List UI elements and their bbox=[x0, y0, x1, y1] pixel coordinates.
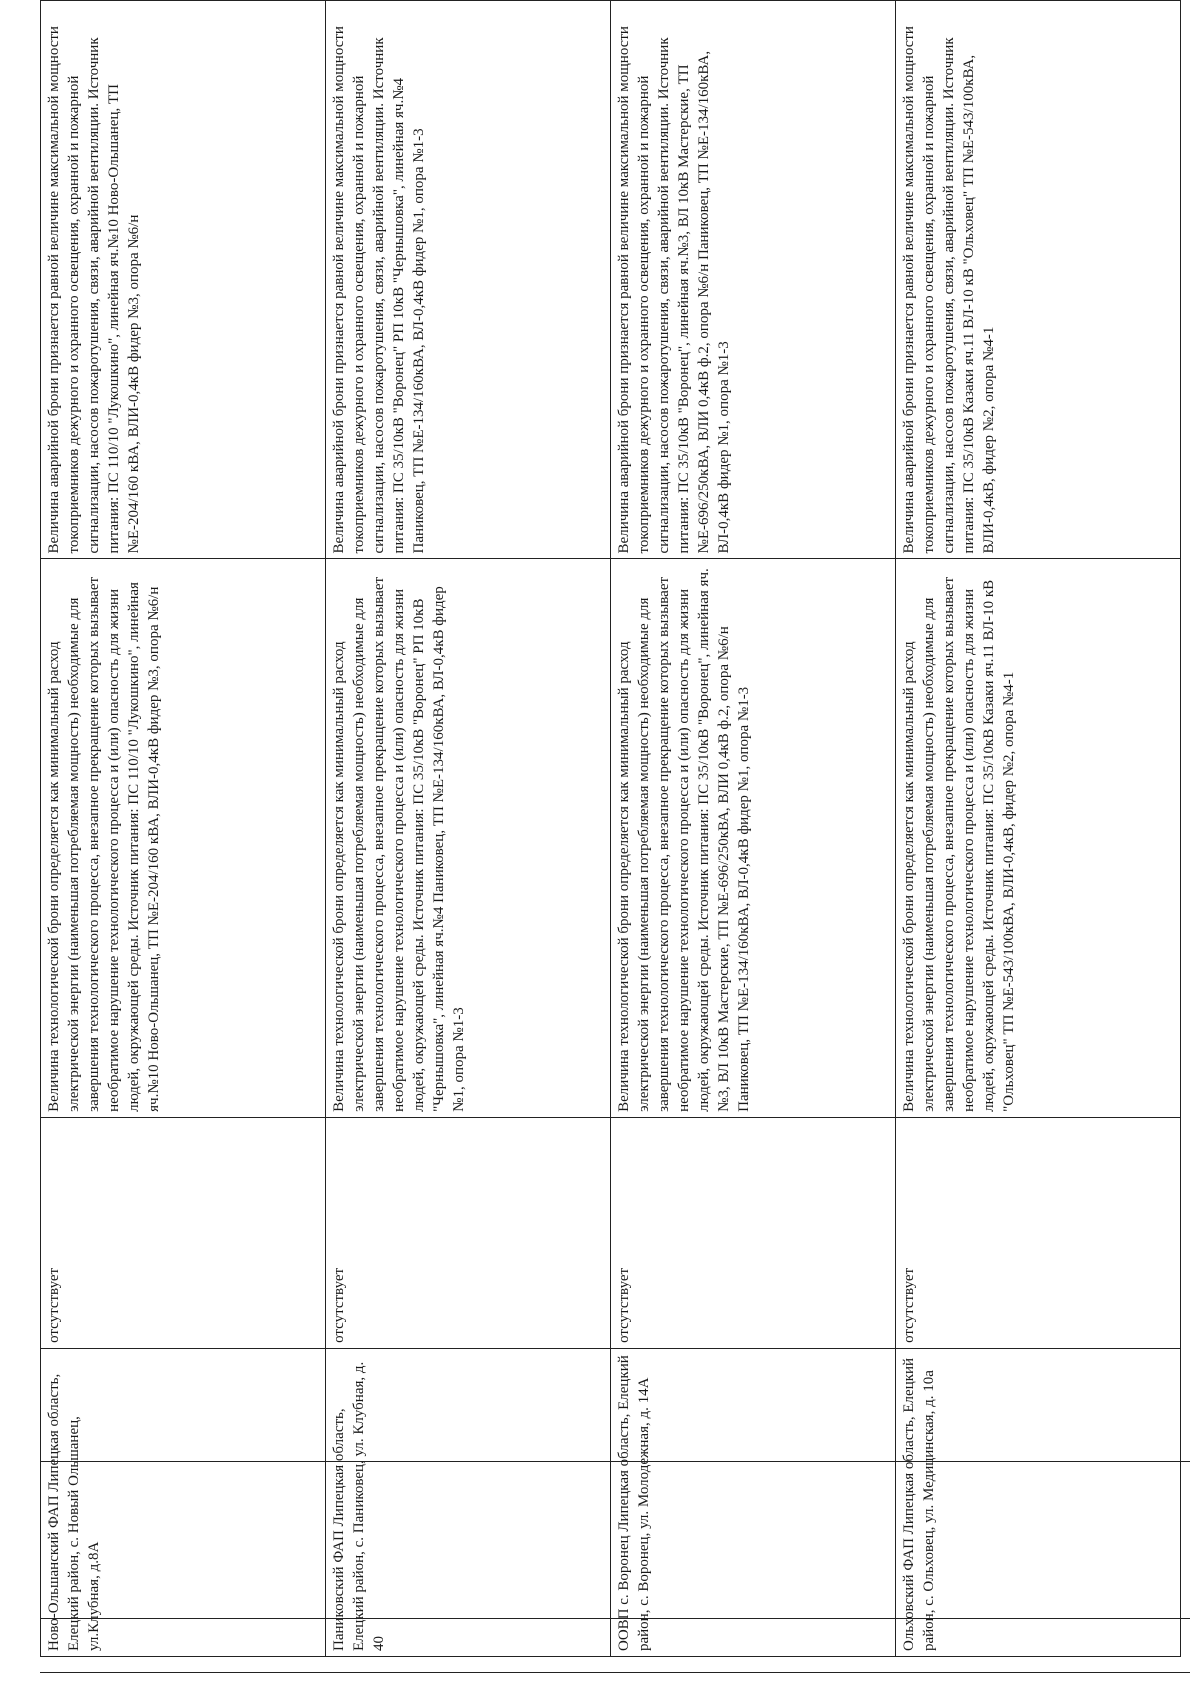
tech-reserve-cell: Величина технологической брони определяется как минимальный расход электрической энергии (наименьшая потребляемая мощность) необходимые для завершения технологического процесса, внезапное прекращение которых вызывает необратимое нарушение технологического процесса и (или) опасность для жизни людей, окружающей среды. Источник питания: ПС 35/10кВ "Воронец" РП 10кВ "Чернышовка", линейная яч.№4 Паниковец, ТП №Е-134/160кВА, ВЛ-0,4кВ фидер №1, опора №1-3 bbox=[326, 559, 611, 1117]
tech-reserve-cell: Величина технологической брони определяется как минимальный расход электрической энергии (наименьшая потребляемая мощность) необходимые для завершения технологического процесса, внезапное прекращение которых вызывает необратимое нарушение технологического процесса и (или) опасность для жизни людей, окружающей среды. Источник питания: ПС 35/10кВ Казаки яч.11 ВЛ-10 кВ "Ольховец" ТП №Е-543/100кВА, ВЛИ-0,4кВ, фидер №2, опора №4-1 bbox=[896, 559, 1181, 1117]
divider-line bbox=[40, 1618, 1190, 1619]
tech-reserve-cell: Величина технологической брони определяется как минимальный расход электрической энергии (наименьшая потребляемая мощность) необходимые для завершения технологического процесса, внезапное прекращение которых вызывает необратимое нарушение технологического процесса и (или) опасность для жизни людей, окружающей среды. Источник питания: ПС 110/10 "Лукошкино", линейная яч.№10 Ново-Ольшанец, ТП №Е-204/160 кВА, ВЛИ-0,4кВ фидер №3, опора №6/н bbox=[41, 559, 326, 1117]
table-row bbox=[41, 1, 326, 1657]
power-reserve-table bbox=[40, 0, 1181, 1657]
reserve-status-cell: отсутствует bbox=[611, 1117, 896, 1348]
table-body bbox=[41, 1, 1181, 1657]
address-cell: Ново-Ольшанский ФАП Липецкая область, Елецкий район, с. Новый Ольшанец, ул.Клубная, д.8А bbox=[41, 1348, 326, 1656]
address-cell: ООВП с. Воронец Липецкая область, Елецкий район, с. Воронец, ул. Молодежная, д. 14А bbox=[611, 1348, 896, 1656]
reserve-status-cell: отсутствует bbox=[896, 1117, 1181, 1348]
table-container bbox=[40, 0, 1182, 1657]
emergency-reserve-cell: Величина аварийной брони признается равной величине максимальной мощности токоприемников дежурного и охранного освещения, охранной и пожарной сигнализации, насосов пожаротушения, связи, аварийной вентиляции. Источник питания: ПС 35/10кВ "Воронец", линейная яч.№3, ВЛ 10кВ Мастерские, ТП №Е-696/250кВА, ВЛИ 0,4кВ ф.2, опора №6/н Паниковец, ТП №Е-134/160кВА, ВЛ-0,4кВ фидер №1, опора №1-3 bbox=[611, 1, 896, 559]
table-row bbox=[326, 1, 611, 1657]
emergency-reserve-cell: Величина аварийной брони признается равной величине максимальной мощности токоприемников дежурного и охранного освещения, охранной и пожарной сигнализации, насосов пожаротушения, связи, аварийной вентиляции. Источник питания: ПС 35/10кВ "Воронец" РП 10кВ "Чернышовка", линейная яч.№4 Паниковец, ТП №Е-134/160кВА, ВЛ-0,4кВ фидер №1, опора №1-3 bbox=[326, 1, 611, 559]
emergency-reserve-cell: Величина аварийной брони признается равной величине максимальной мощности токоприемников дежурного и охранного освещения, охранной и пожарной сигнализации, насосов пожаротушения, связи, аварийной вентиляции. Источник питания: ПС 35/10кВ Казаки яч.11 ВЛ-10 кВ "Ольховец" ТП №Е-543/100кВА, ВЛИ-0,4кВ, фидер №2, опора №4-1 bbox=[896, 1, 1181, 559]
table-row bbox=[896, 1, 1181, 1657]
reserve-status-cell: отсутствует bbox=[326, 1117, 611, 1348]
divider-line bbox=[40, 1461, 1190, 1462]
tech-reserve-cell: Величина технологической брони определяется как минимальный расход электрической энергии (наименьшая потребляемая мощность) необходимые для завершения технологического процесса, внезапное прекращение которых вызывает необратимое нарушение технологического процесса и (или) опасность для жизни людей, окружающей среды. Источник питания: ПС 35/10кВ "Воронец", линейная яч.№3, ВЛ 10кВ Мастерские, ТП №Е-696/250кВА, ВЛИ 0,4кВ ф.2, опора №6/н Паниковец, ТП №Е-134/160кВА, ВЛ-0,4кВ фидер №1, опора №1-3 bbox=[611, 559, 896, 1117]
table-row bbox=[611, 1, 896, 1657]
reserve-status-cell: отсутствует bbox=[41, 1117, 326, 1348]
address-cell: Паниковский ФАП Липецкая область, Елецкий район, с. Паниковец, ул. Клубная, д. 40 bbox=[326, 1348, 611, 1656]
divider-line bbox=[40, 1672, 1190, 1673]
emergency-reserve-cell: Величина аварийной брони признается равной величине максимальной мощности токоприемников дежурного и охранного освещения, охранной и пожарной сигнализации, насосов пожаротушения, связи, аварийной вентиляции. Источник питания: ПС 110/10 "Лукошкино", линейная яч.№10 Ново-Ольшанец, ТП №Е-204/160 кВА, ВЛИ-0,4кВ фидер №3, опора №6/н bbox=[41, 1, 326, 559]
address-cell: Ольховский ФАП Липецкая область, Елецкий район, с. Ольховец, ул. Медицинская, д. 10а bbox=[896, 1348, 1181, 1656]
